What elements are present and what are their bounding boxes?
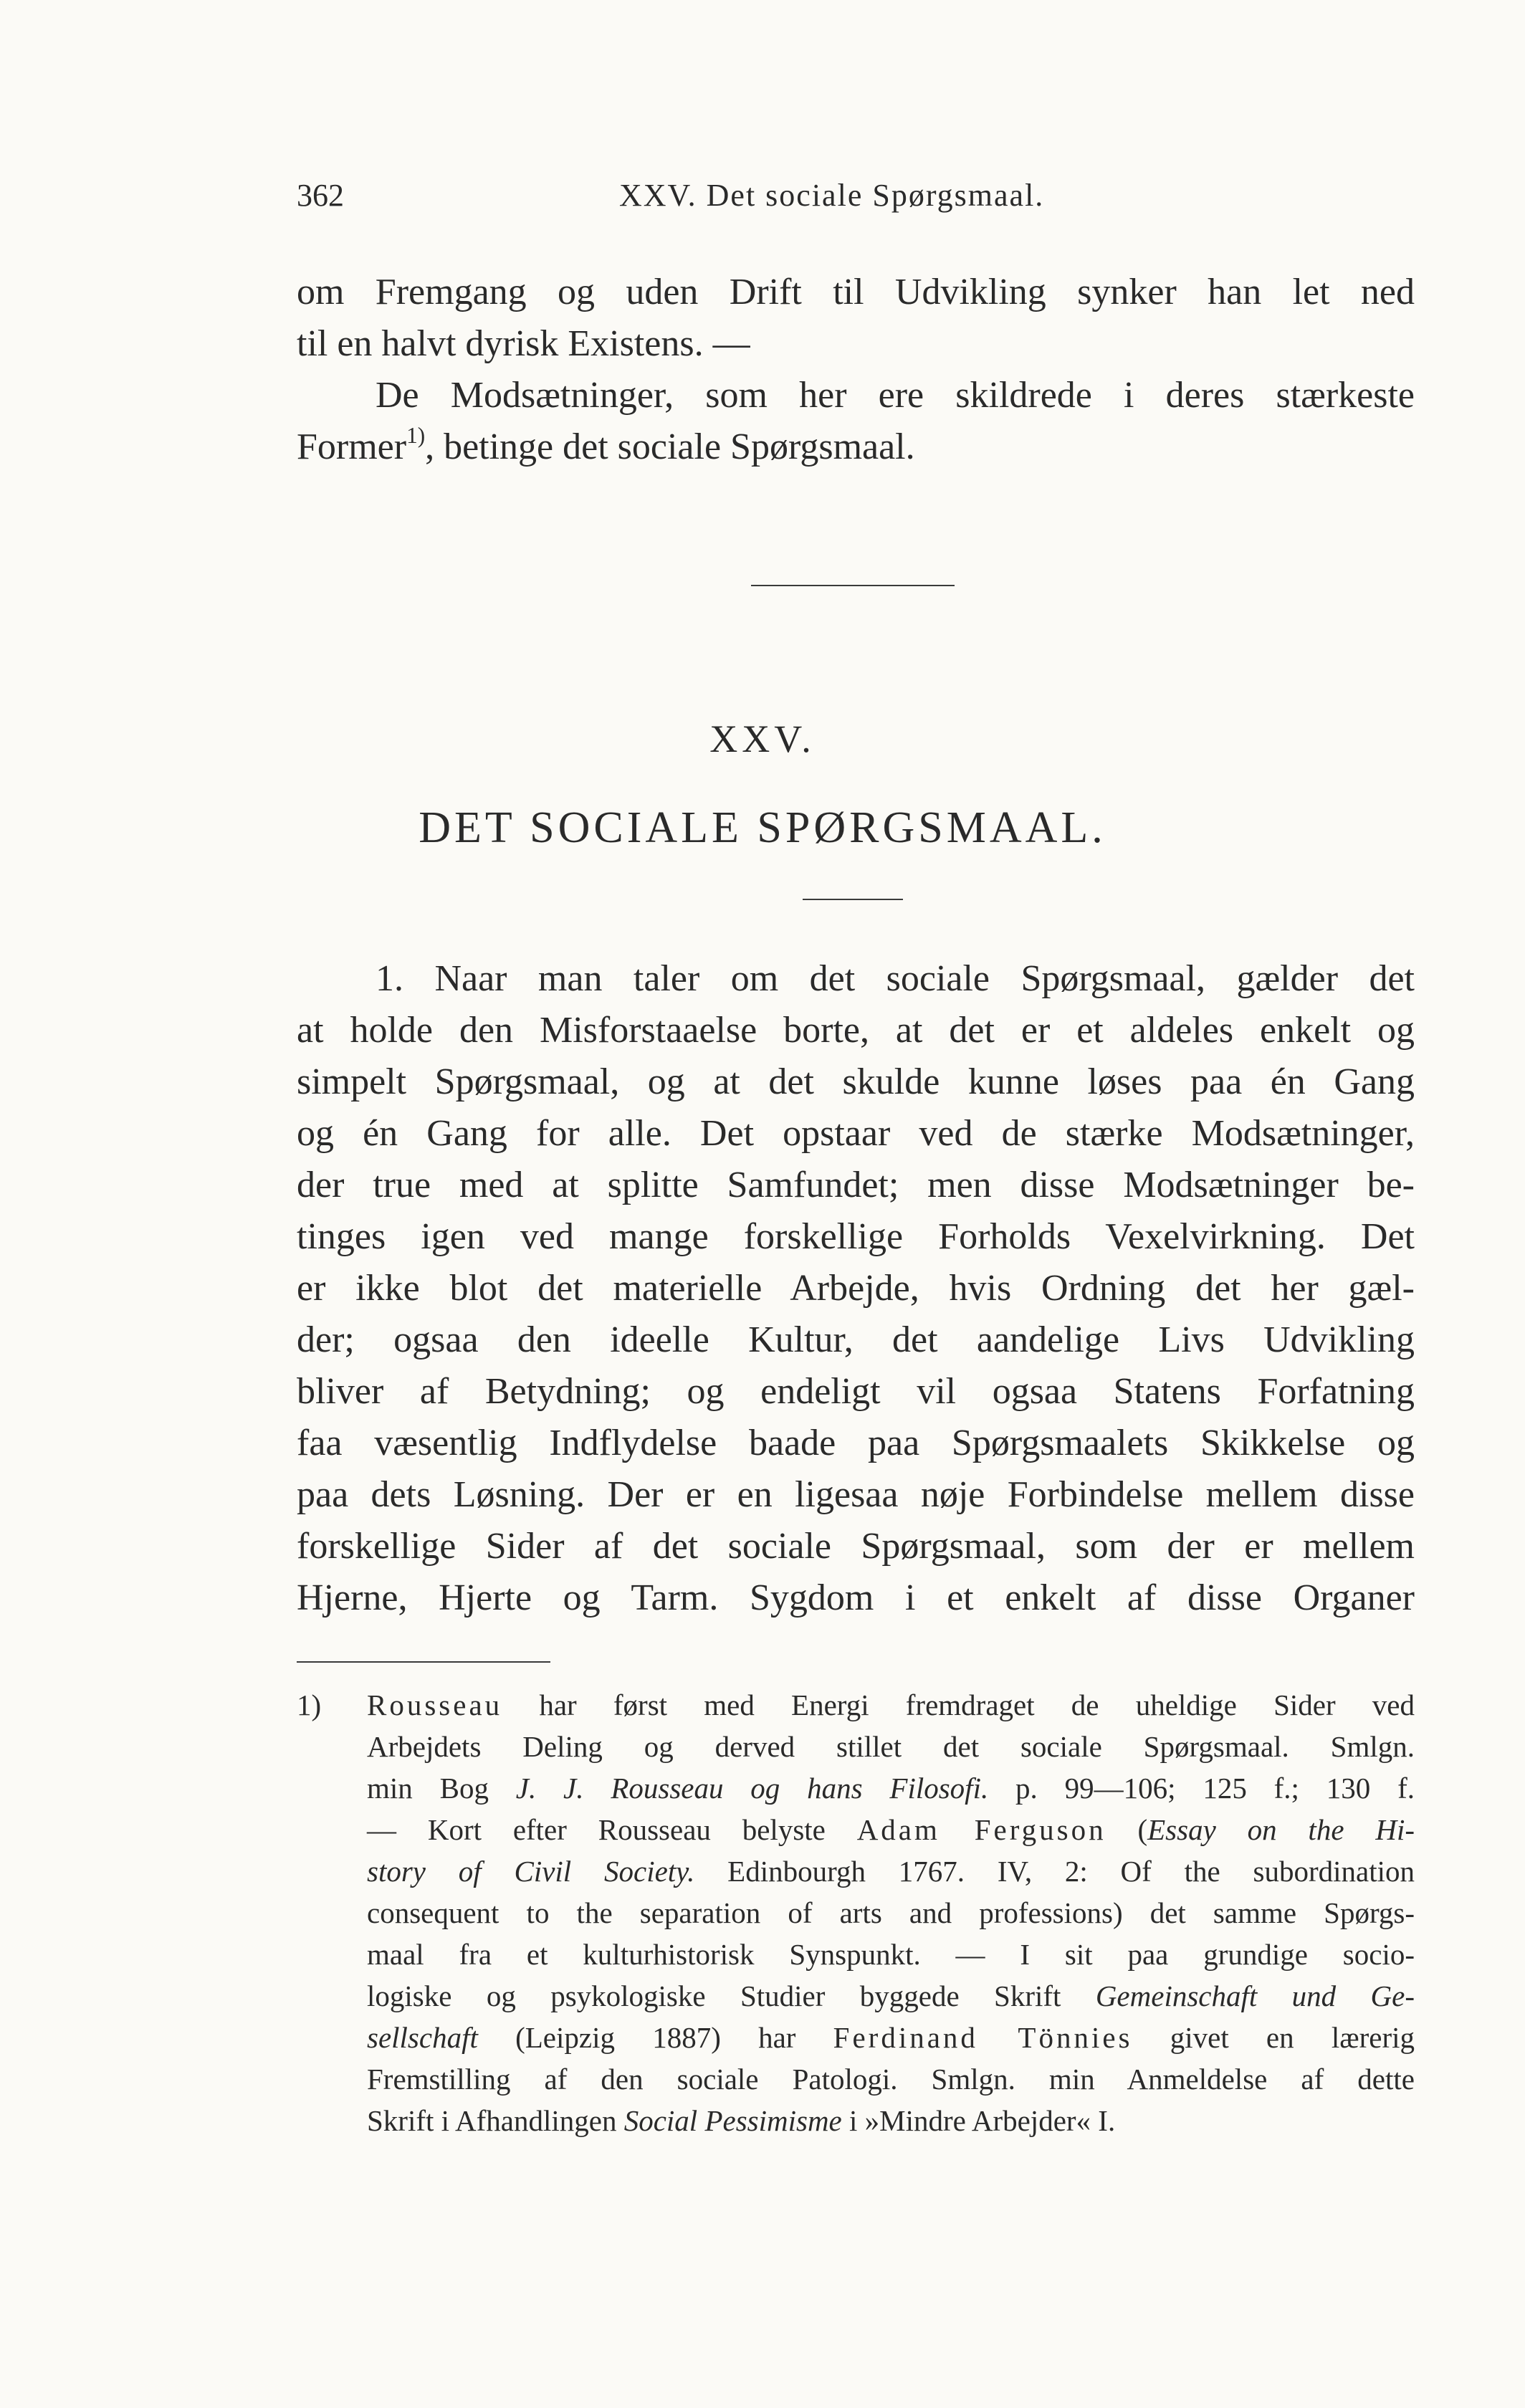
text-line: der; ogsaa den ideelle Kultur, det aandelige Livs Udvikling bbox=[297, 1319, 1415, 1360]
author-name: Adam Ferguson bbox=[856, 1813, 1106, 1846]
footnote-line: Arbejdets Deling og derved stillet det sociale Spørgsmaal. Smlgn. bbox=[367, 1730, 1415, 1763]
author-name: Rousseau bbox=[367, 1688, 503, 1721]
body-paragraph bbox=[297, 953, 1415, 1624]
footnote-line: maal fra et kulturhistorisk Synspunkt. — I sit paa grundige socio- bbox=[367, 1938, 1415, 1971]
footnote-line: logiske og psykologiske Studier byggede Skrift Gemeinschaft und Ge- bbox=[367, 1979, 1415, 2012]
book-title: Social Pessimisme bbox=[623, 2104, 842, 2137]
book-title: J. J. Rousseau og hans Filosofi. bbox=[515, 1772, 989, 1805]
chapter-title: DET SOCIALE SPØRGSMAAL. bbox=[419, 803, 1106, 852]
page-number: 362 bbox=[297, 178, 344, 213]
running-title: XXV. Det sociale Spørgsmaal. bbox=[619, 178, 1045, 213]
footnote-line: sellschaft (Leipzig 1887) har Ferdinand Tönnies givet en lærerig bbox=[367, 2021, 1415, 2054]
text-line-rest: betinge det sociale Spørgsmaal. bbox=[444, 426, 915, 467]
section-divider bbox=[751, 585, 955, 586]
footnote-reference: 1) bbox=[406, 423, 426, 449]
text-line: faa væsentlig Indflydelse baade paa Spørgsmaalets Skikkelse og bbox=[297, 1423, 1415, 1463]
carryover-paragraph bbox=[297, 267, 1415, 473]
footnote-line: Fremstilling af den sociale Patologi. Smlgn. min Anmeldelse af dette bbox=[367, 2063, 1415, 2096]
footnote bbox=[297, 1684, 1415, 2141]
text-line: at holde den Misforstaaelse borte, at det er et aldeles enkelt og bbox=[297, 1010, 1415, 1051]
text-line: Hjerne, Hjerte og Tarm. Sygdom i et enkelt af disse Organer bbox=[297, 1577, 1415, 1618]
chapter-number: XXV. bbox=[709, 717, 816, 760]
text-line: Former$^{1)}$, betinge det sociale Spørgsmaal. bbox=[297, 423, 915, 467]
chapter-rule bbox=[803, 899, 903, 900]
book-title: Gemeinschaft und Ge- bbox=[1095, 1979, 1415, 2012]
footnote-line: story of Civil Society. Edinbourgh 1767. IV, 2: Of the subordination bbox=[367, 1855, 1415, 1888]
book-title: Essay on the Hi- bbox=[1147, 1813, 1415, 1846]
text-line: tinges igen ved mange forskellige Forholds Vexelvirkning. Det bbox=[297, 1216, 1415, 1257]
footnote-separator bbox=[297, 1661, 550, 1663]
text-line: til en halvt dyrisk Existens. — bbox=[297, 323, 750, 364]
text-line: forskellige Sider af det sociale Spørgsmaal, som der er mellem bbox=[297, 1526, 1415, 1567]
text-line: og én Gang for alle. Det opstaar ved de stærke Modsætninger, bbox=[297, 1113, 1415, 1154]
footnote-line: consequent to the separation of arts and professions) det samme Spørgs- bbox=[367, 1896, 1415, 1929]
text-line: bliver af Betydning; og endeligt vil ogsaa Statens Forfatning bbox=[297, 1371, 1415, 1412]
text-line: der true med at splitte Samfundet; men disse Modsætninger be- bbox=[297, 1165, 1415, 1205]
text-line: simpelt Spørgsmaal, og at det skulde kunne løses paa én Gang bbox=[297, 1061, 1415, 1102]
text-line: De Modsætninger, som her ere skildrede i deres stærkeste bbox=[376, 375, 1415, 416]
footnote-line: min Bog J. J. Rousseau og hans Filosofi. p. 99—106; 125 f.; 130 f. bbox=[367, 1772, 1415, 1805]
book-title: story of Civil Society. bbox=[367, 1855, 695, 1888]
footnote-line: Skrift i Afhandlingen Social Pessimisme i »Mindre Arbejder« I. bbox=[367, 2104, 1116, 2137]
author-name: Ferdinand Tönnies bbox=[833, 2021, 1133, 2054]
book-title: sellschaft bbox=[367, 2021, 478, 2054]
footnote-line: Rousseau har først med Energi fremdraget de uheldige Sider ved bbox=[367, 1688, 1415, 1721]
footnote-line: — Kort efter Rousseau belyste Adam Ferguson (Essay on the Hi- bbox=[367, 1813, 1415, 1846]
footnote-marker: 1) bbox=[297, 1688, 322, 1721]
text-line: paa dets Løsning. Der er en ligesaa nøje Forbindelse mellem disse bbox=[297, 1474, 1415, 1515]
former-word: Former bbox=[297, 426, 407, 467]
text-line: 1. Naar man taler om det sociale Spørgsmaal, gælder det bbox=[376, 958, 1415, 999]
text-line: er ikke blot det materielle Arbejde, hvis Ordning det her gæl- bbox=[297, 1268, 1415, 1309]
text-line: om Fremgang og uden Drift til Udvikling synker han let ned bbox=[297, 272, 1415, 312]
